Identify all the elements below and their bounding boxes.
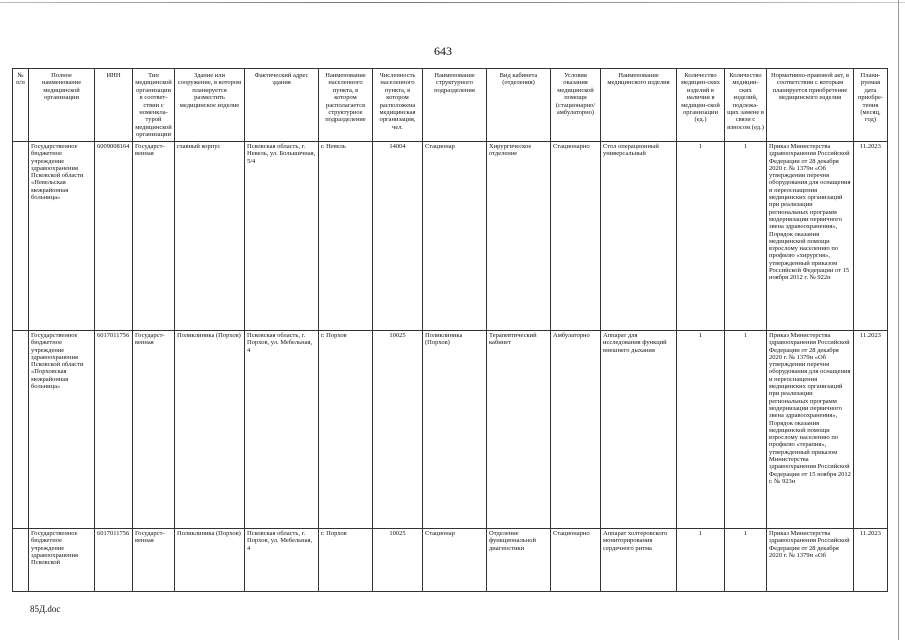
page-number: 643	[434, 44, 452, 58]
equipment-table	[12, 68, 888, 592]
header-conditions: Условия оказания медицинской помощи (стационарно/амбулаторно)	[551, 69, 601, 142]
cell-locality: г. Порхов	[319, 331, 373, 529]
header-num: № п/п	[13, 69, 29, 142]
cell-qty-have: 1	[677, 142, 725, 331]
cell-date: 11.2023	[854, 142, 888, 331]
cell-building: Поликлиника (Порхов)	[175, 529, 245, 592]
cell-date: 11.2023	[854, 331, 888, 529]
header-date: Плани-руемая дата приобре-тения (месяц, год)	[854, 69, 888, 142]
cell-num	[13, 529, 29, 592]
cell-population: 14004	[373, 142, 423, 331]
cell-qty-have: 1	[677, 529, 725, 592]
table-row	[13, 529, 888, 592]
cell-org: Государственное бюджетное учреждение здравоохранения Псковской области «Порховская межрайонная больница»	[29, 331, 95, 529]
cell-qty-replace: 1	[725, 142, 767, 331]
cell-population: 10025	[373, 331, 423, 529]
cell-qty-have: 1	[677, 331, 725, 529]
table-row	[13, 331, 888, 529]
header-type: Тип медицинской организации в соответ-ствии с номенкла-турой медицинской организации	[133, 69, 175, 142]
cell-act: Приказ Министерства здравоохранения Российской Федерации от 28 декабря 2020 г. № 1379н «Об	[767, 529, 854, 592]
cell-conditions: Амбулаторно	[551, 331, 601, 529]
cell-unit: Стационар	[423, 142, 487, 331]
cell-unit: Стационар	[423, 529, 487, 592]
cell-conditions: Стационарно	[551, 529, 601, 592]
cell-qty-replace: 1	[725, 331, 767, 529]
cell-org: Государственное бюджетное учреждение здравоохранения Псковской области «Невельская межрайонная больница»	[29, 142, 95, 331]
header-building: Здание или сооружение, в котором планируется разместить медицинское изделие	[175, 69, 245, 142]
cell-cabinet: Отделение функциональной диагностики	[487, 529, 551, 592]
header-inn: ИНН	[95, 69, 133, 142]
cell-act: Приказ Министерства здравоохранения Российской Федерации от 28 декабря 2020 г. № 1379н «Об утверждении перечня оборудования для оснащения и переоснащения медицинских организаций при реализации региональных программ модернизации первичного звена здравоохранения», Порядок оказания медицинской помощи взрослому населению по профилю «хирургия», утвержденный приказом Российской Федерации от 15 ноября 2012 г. № 922н	[767, 142, 854, 331]
cell-address: Псковская область, г. Невель, ул. Большичная, 5/4	[245, 142, 319, 331]
cell-building: Поликлиника (Порхов)	[175, 331, 245, 529]
scan-edge-right	[898, 0, 899, 640]
header-org: Полное наименование медицинской организации	[29, 69, 95, 142]
cell-device: Аппарат холтеровского мониторирования сердечного ритма	[601, 529, 677, 592]
cell-type: Государст-венная	[133, 331, 175, 529]
cell-num	[13, 331, 29, 529]
cell-address: Псковская область, г. Порхов, ул. Мебельная, 4	[245, 529, 319, 592]
cell-date: 11.2023	[854, 529, 888, 592]
cell-building: главный корпус	[175, 142, 245, 331]
header-device: Наименование медицинского изделия	[601, 69, 677, 142]
cell-num	[13, 142, 29, 331]
table-row	[13, 142, 888, 331]
cell-act: Приказ Министерства здравоохранения Российской Федерации от 28 декабря 2020 г. № 1379н «Об утверждении перечня оборудования для оснащения и переоснащения медицинских организаций при реализации региональных программ модернизации первичного звена здравоохранения», Порядок оказания медицинской помощи взрослому населению по профилю «терапия», утвержденный приказом Министерства здравоохранения Российской Федерации от 15 ноября 2012 г. № 923н	[767, 331, 854, 529]
header-unit: Наименование структурного подразделения	[423, 69, 487, 142]
cell-population: 10025	[373, 529, 423, 592]
cell-type: Государст-венная	[133, 529, 175, 592]
header-act: Нормативно-правовой акт, в соответствии с которым планируется приобретение медицинского изделия	[767, 69, 854, 142]
cell-locality: г. Невель	[319, 142, 373, 331]
cell-conditions: Стационарно	[551, 142, 601, 331]
cell-qty-replace: 1	[725, 529, 767, 592]
cell-cabinet: Хирургическое отделение	[487, 142, 551, 331]
header-qty-replace: Количество медицин-ских изделий, подлежа-щих замене в связи с износом (ед.)	[725, 69, 767, 142]
cell-address: Псковская область, г. Порхов, ул. Мебельная, 4	[245, 331, 319, 529]
cell-type: Государст-венная	[133, 142, 175, 331]
scan-edge-top	[0, 2, 905, 3]
cell-device: Стол операционный универсальный	[601, 142, 677, 331]
header-qty-have: Количество медицин-ских изделий в наличии в медицин-ской организации (ед.)	[677, 69, 725, 142]
cell-inn: 6009008164	[95, 142, 133, 331]
cell-unit: Поликлиника (Порхов)	[423, 331, 487, 529]
cell-device: Аппарат для исследования функций внешнего дыхания	[601, 331, 677, 529]
header-locality: Наименование населенного пункта, в котором располагается структурное подразделение	[319, 69, 373, 142]
header-population: Численность населенного пункта, в котором расположена медицинская организация, чел.	[373, 69, 423, 142]
header-cabinet: Вид кабинета (отделения)	[487, 69, 551, 142]
footer-filename: 85Д.doc	[30, 604, 61, 614]
header-address: Фактический адрес здания	[245, 69, 319, 142]
table-header-row	[13, 69, 888, 142]
cell-cabinet: Терапевтический кабинет	[487, 331, 551, 529]
cell-org: Государственное бюджетное учреждение здравоохранения Псковской	[29, 529, 95, 592]
cell-inn: 6017011756	[95, 529, 133, 592]
cell-locality: г. Порхов	[319, 529, 373, 592]
cell-inn: 6017011756	[95, 331, 133, 529]
